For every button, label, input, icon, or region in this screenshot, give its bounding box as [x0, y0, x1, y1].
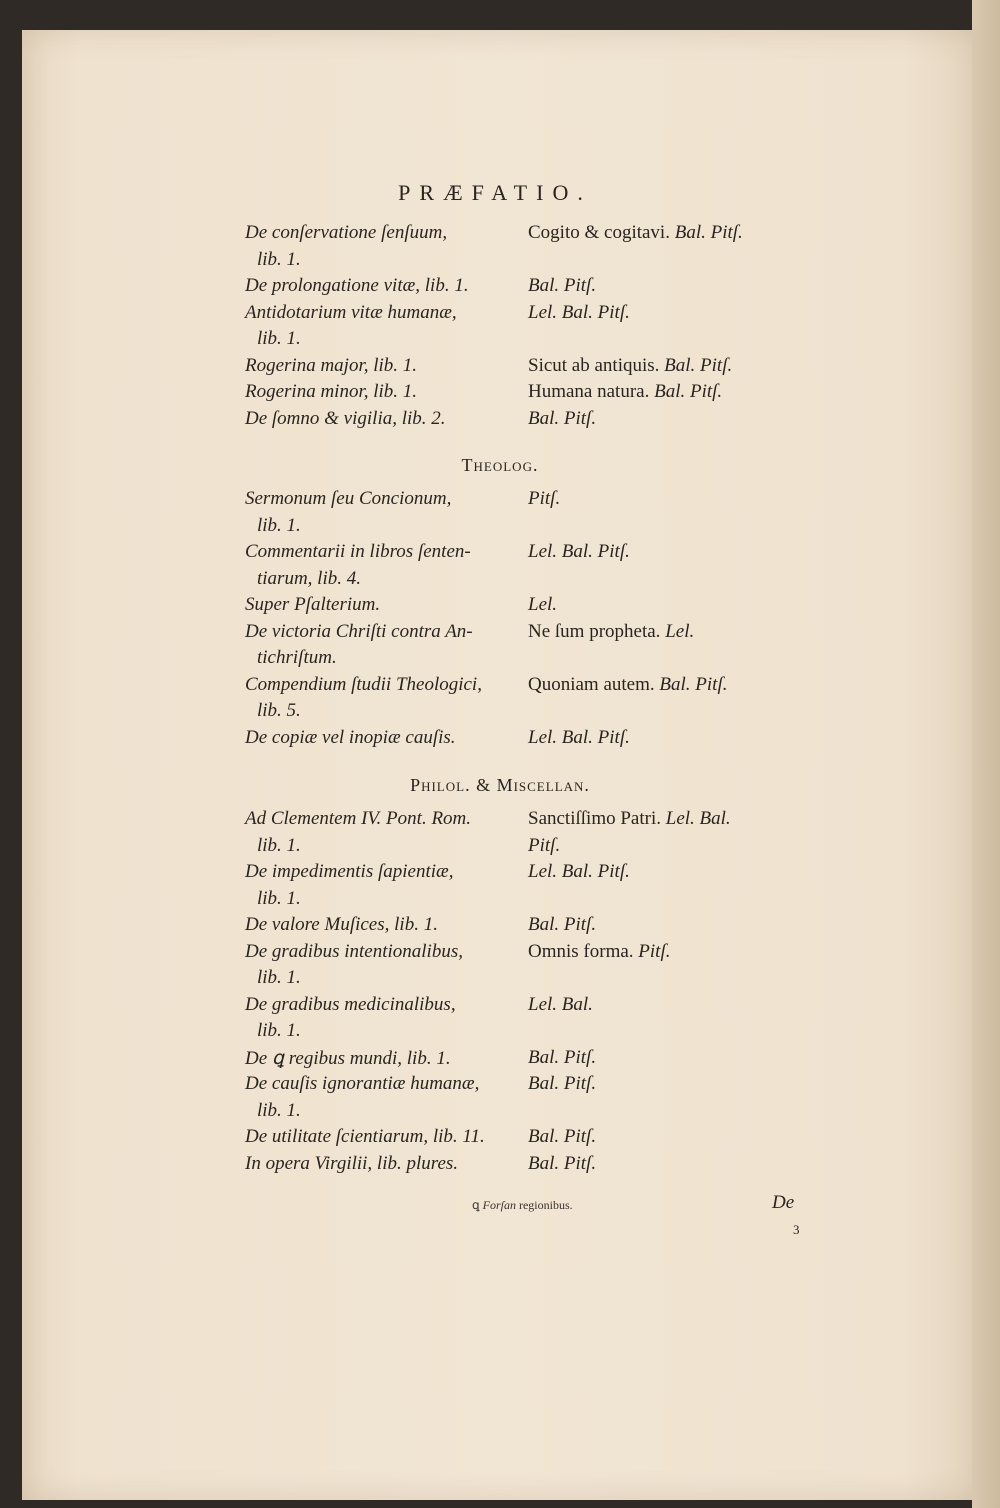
entry-authority: Bal. Pitſ. [528, 1126, 597, 1147]
entry-title: lib. 5. [257, 700, 301, 721]
entry-row [0, 302, 1000, 332]
entry-row [0, 408, 1000, 438]
entry-title: tiarum, lib. 4. [257, 567, 361, 589]
entry-title: lib. 1. [257, 887, 301, 909]
entry-row [0, 1153, 1000, 1183]
entry-title: lib. 1. [257, 967, 301, 988]
entry-title: Rogerina major, lib. 1. [245, 354, 418, 376]
entry-row [0, 888, 1000, 918]
entry-source [528, 808, 731, 830]
entry-authority: Bal. Pitſ. [654, 673, 728, 695]
entry-title: De prolongatione vitæ, lib. 1. [245, 275, 469, 296]
entry-row [0, 808, 1000, 838]
entry-row [0, 568, 1000, 598]
entry-row [0, 1100, 1000, 1130]
entry-title: lib. 1. [257, 328, 301, 349]
entry-row [0, 275, 1000, 305]
entry-title: De victoria Chriſti contra An- [245, 620, 473, 642]
entry-row [0, 249, 1000, 279]
entry-title: De ſomno & vigilia, lib. 2. [245, 407, 446, 429]
entry-title: De ꝗ regibus mundi, lib. 1. [245, 1047, 451, 1069]
entry-authority: Lel. [660, 620, 695, 642]
entry-title: lib. 1. [257, 1099, 301, 1121]
signature-mark: 3 [793, 1222, 800, 1237]
entry-source [528, 541, 630, 563]
entry-authority: Bal. Pitſ. [528, 1152, 597, 1174]
entry-title: Commentarii in libros ſenten- [245, 541, 471, 562]
entry-row [0, 1020, 1000, 1050]
entry-source [528, 1153, 596, 1175]
entry-row [0, 1126, 1000, 1156]
entry-title: Compendium ſtudii Theologici, [245, 673, 482, 695]
entry-title: De gradibus intentionalibus, [245, 940, 463, 962]
entry-authority: Bal. Pitſ. [649, 381, 723, 402]
entry-source [528, 674, 727, 696]
entry-authority: Lel. Bal. Pitſ. [528, 301, 630, 323]
entry-authority: Pitſ. [633, 940, 671, 962]
entry-row [0, 541, 1000, 571]
section-heading-philol: Philol. & Miscellan. [410, 775, 590, 795]
entry-row [0, 674, 1000, 704]
entry-incipit: Sicut ab antiquis. [528, 354, 660, 376]
entry-row [0, 835, 1000, 865]
entry-row [0, 594, 1000, 624]
entry-source [528, 355, 732, 377]
entry-source [528, 275, 596, 297]
entry-source [528, 594, 557, 616]
entry-authority: Lel. Bal. Pitſ. [528, 541, 630, 562]
entry-source [528, 835, 560, 857]
entry-title: Antidotarium vitæ humanæ, [245, 301, 457, 323]
entry-row [0, 967, 1000, 997]
entry-source [528, 302, 630, 324]
entry-authority: Lel. [528, 594, 558, 615]
footnote-text: regionibus. [515, 1198, 573, 1212]
entry-authority: Bal. Pitſ. [669, 222, 743, 243]
footnote-mark: ꝗ [472, 1198, 480, 1212]
entry-authority: Lel. Bal. [528, 993, 593, 1015]
footnote-italic: Forſan [482, 1198, 516, 1212]
entry-source [528, 994, 593, 1016]
entry-incipit: Ne ſum propheta. [528, 620, 661, 642]
entry-row [0, 621, 1000, 651]
entry-incipit: Quoniam autem. [528, 673, 655, 695]
entry-authority: Bal. Pitſ. [528, 1046, 597, 1068]
entry-title: lib. 1. [257, 248, 301, 270]
entry-incipit: Omnis forma. [528, 940, 634, 962]
entry-title: lib. 1. [257, 514, 301, 536]
entry-authority: Lel. Bal. [661, 808, 731, 829]
entry-authority: Lel. Bal. Pitſ. [528, 861, 630, 882]
entry-title: De impedimentis ſapientiæ, [245, 861, 454, 882]
entry-row [0, 381, 1000, 411]
catchword: De [772, 1192, 795, 1213]
entry-authority: Bal. Pitſ. [528, 914, 597, 935]
entry-authority: Pitſ. [528, 834, 561, 856]
entry-source [528, 408, 596, 430]
entry-title: De copiæ vel inopiæ cauſis. [245, 726, 456, 748]
entry-row [0, 1047, 1000, 1077]
section-heading-theolog: Theolog. [461, 455, 539, 475]
entry-source [528, 941, 671, 963]
entry-authority: Pitſ. [528, 488, 561, 509]
entry-row [0, 647, 1000, 677]
entry-title: De valore Muſices, lib. 1. [245, 914, 438, 935]
entry-row [0, 328, 1000, 358]
footnote [472, 1198, 573, 1213]
entry-title: lib. 1. [257, 1020, 301, 1041]
page-heading: PRÆFATIO. [398, 180, 592, 205]
entry-source [528, 381, 722, 403]
entry-row [0, 861, 1000, 891]
entry-authority: Bal. Pitſ. [659, 354, 733, 376]
entry-row [0, 488, 1000, 518]
entry-authority: Bal. Pitſ. [528, 407, 597, 429]
entry-row [0, 727, 1000, 757]
entry-source [528, 488, 560, 510]
entry-incipit: Humana natura. [528, 381, 650, 402]
entry-authority: Bal. Pitſ. [528, 1073, 597, 1094]
entry-row [0, 994, 1000, 1024]
entry-title: Sermonum ſeu Concionum, [245, 488, 452, 509]
entry-title: In opera Virgilii, lib. plures. [245, 1152, 459, 1174]
entry-title: tichriſtum. [257, 647, 337, 668]
entry-row [0, 222, 1000, 252]
entry-source [528, 1126, 596, 1148]
entry-title: De gradibus medicinalibus, [245, 993, 456, 1015]
entry-source [528, 222, 743, 244]
entry-row [0, 700, 1000, 730]
entry-title: Rogerina minor, lib. 1. [245, 381, 418, 402]
entry-row [0, 914, 1000, 944]
entry-row [0, 1073, 1000, 1103]
entry-title: De cauſis ignorantiæ humanæ, [245, 1073, 480, 1094]
entry-title: Super Pſalterium. [245, 594, 381, 615]
entry-source [528, 727, 630, 749]
entry-title: De utilitate ſcientiarum, lib. 11. [245, 1126, 485, 1147]
entry-title: De conſervatione ſenſuum, [245, 222, 448, 243]
entry-row [0, 355, 1000, 385]
entry-row [0, 941, 1000, 971]
entry-source [528, 861, 630, 883]
entry-title: Ad Clementem IV. Pont. Rom. [245, 808, 472, 829]
entry-authority: Bal. Pitſ. [528, 275, 597, 296]
entry-incipit: Cogito & cogitavi. [528, 222, 670, 243]
entry-incipit: Sanctiſſimo Patri. [528, 808, 661, 829]
entry-row [0, 515, 1000, 545]
entry-source [528, 1073, 596, 1095]
entry-source [528, 1047, 596, 1069]
entry-source [528, 914, 596, 936]
entry-source [528, 621, 694, 643]
entry-title: lib. 1. [257, 834, 301, 856]
entry-authority: Lel. Bal. Pitſ. [528, 726, 630, 748]
